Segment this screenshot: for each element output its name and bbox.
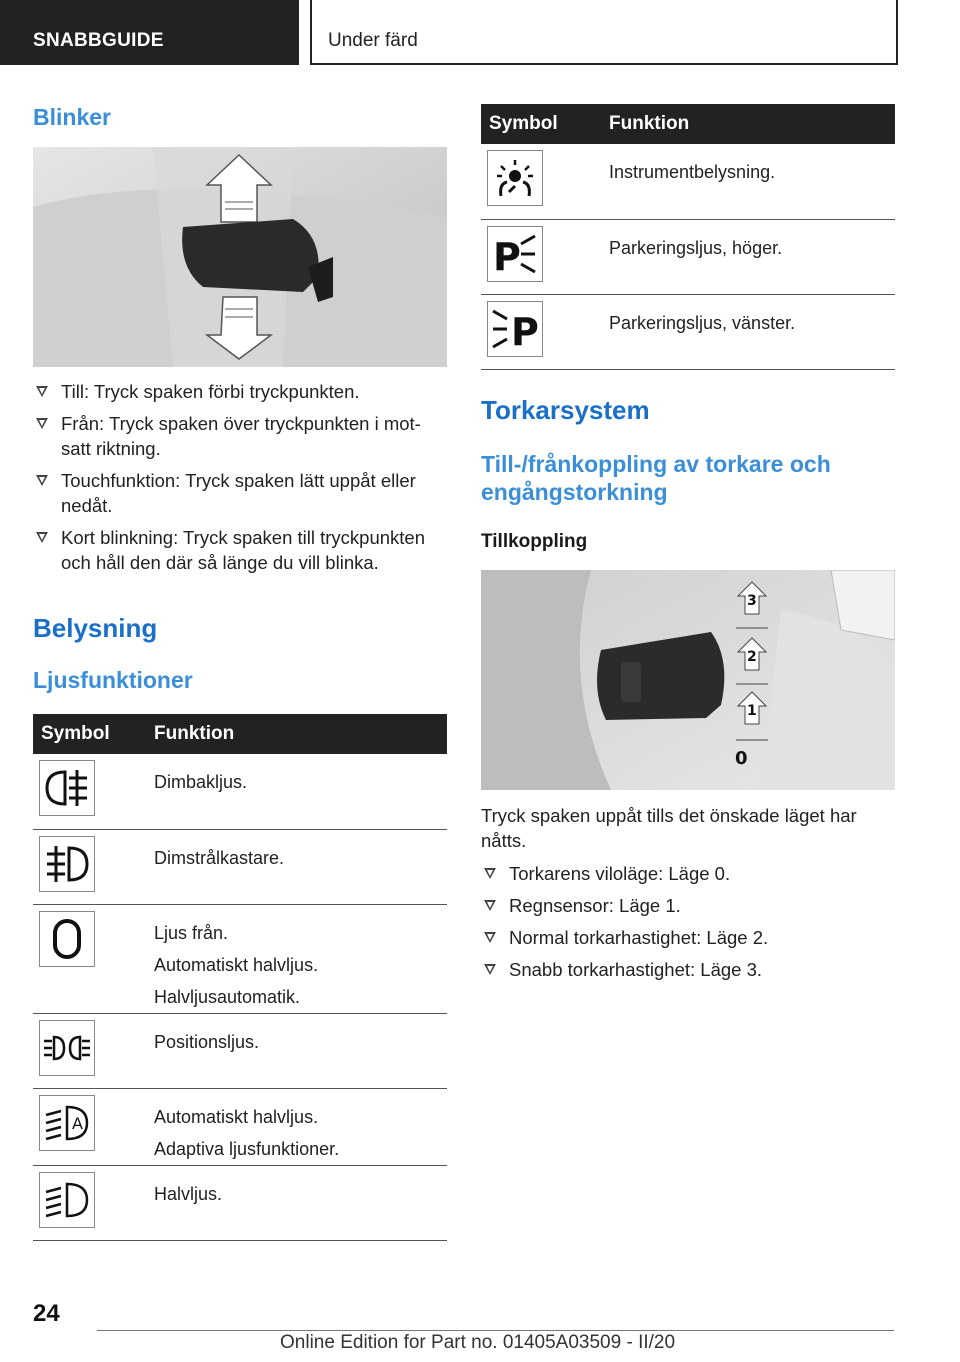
belysning-heading: Belysning (33, 613, 158, 643)
table-row: Ljus från. Automatiskt halvljus. Halvljusautomatik. (33, 904, 447, 1013)
torkarsystem-heading: Torkarsystem (481, 395, 650, 425)
stage-0-label: 0 (735, 748, 748, 769)
list-item: Regnsensor: Läge 1. (481, 893, 895, 918)
column-header-symbol: Symbol (33, 714, 154, 754)
blinker-bullet-list (33, 379, 447, 582)
triangle-bullet-icon (484, 964, 496, 975)
turn-signal-lever-image (33, 147, 447, 367)
triangle-bullet-icon (484, 868, 496, 879)
svg-text:P: P (511, 309, 539, 351)
header-section-tab (0, 0, 299, 65)
edition-footer: Online Edition for Part no. 01405A03509 - II/20 (280, 1332, 676, 1353)
blinker-heading: Blinker (33, 104, 111, 130)
header-chapter-label: Under färd (328, 30, 418, 51)
column-header-symbol: Symbol (481, 104, 609, 144)
position-light-icon (39, 1020, 95, 1076)
wiper-intro-text: Tryck spaken uppåt tills det önskade läget har nåtts. (481, 805, 857, 851)
list-item: Snabb torkarhastighet: Läge 3. (481, 957, 895, 982)
additional-light-functions-table (481, 104, 895, 370)
front-fog-light-icon (39, 836, 95, 892)
triangle-bullet-icon (36, 532, 48, 543)
svg-text:A: A (72, 1113, 83, 1133)
wiper-toggle-heading: Till-/frånkoppling av torkare och engångstorkning (481, 451, 831, 505)
stage-3-label: 3 (747, 593, 757, 609)
list-item: Kort blinkning: Tryck spaken till tryckpunkten och håll den där så länge du vill blinka. (33, 525, 447, 575)
low-beam-icon (39, 1172, 95, 1228)
table-row: Instrumentbelysning. (481, 144, 895, 219)
auto-low-beam-icon (39, 1095, 95, 1151)
table-row: P Parkeringsljus, vänster. (481, 294, 895, 369)
table-row: P Parkeringsljus, höger. (481, 219, 895, 294)
table-row: Halvljus. (33, 1165, 447, 1240)
list-item: Från: Tryck spaken över tryckpunkten i mot-satt riktning. (33, 411, 447, 461)
stage-2-label: 2 (747, 649, 757, 665)
triangle-bullet-icon (484, 900, 496, 911)
triangle-bullet-icon (36, 386, 48, 397)
table-row: A Automatiskt halvljus. Adaptiva ljusfunktioner. (33, 1088, 447, 1165)
triangle-bullet-icon (484, 932, 496, 943)
instrument-lighting-icon (487, 150, 543, 206)
header-section-label: SNABBGUIDE (33, 30, 164, 51)
wiper-bullet-list (481, 861, 895, 989)
lights-off-icon (39, 911, 95, 967)
parking-light-right-icon (487, 226, 543, 282)
ljusfunktioner-heading: Ljusfunktioner (33, 667, 193, 693)
light-functions-table (33, 714, 447, 1241)
table-row: Dimstrålkastare. (33, 829, 447, 904)
tillkoppling-heading: Tillkoppling (481, 531, 588, 552)
list-item: Touchfunktion: Tryck spaken lätt uppåt eller nedåt. (33, 468, 447, 518)
stage-1-label: 1 (747, 703, 757, 719)
wiper-lever-image (481, 570, 895, 790)
column-header-function: Funktion (154, 714, 447, 754)
fog-light-icon (39, 760, 95, 816)
column-header-function: Funktion (609, 104, 895, 144)
list-item: Normal torkarhastighet: Läge 2. (481, 925, 895, 950)
page-number: 24 (33, 1300, 60, 1327)
list-item: Torkarens viloläge: Läge 0. (481, 861, 895, 886)
parking-light-left-icon (487, 301, 543, 357)
header-chapter-tab (310, 0, 898, 65)
table-row: Dimbakljus. (33, 754, 447, 829)
svg-text:P: P (493, 234, 521, 276)
triangle-bullet-icon (36, 475, 48, 486)
list-item: Till: Tryck spaken förbi tryckpunkten. (33, 379, 447, 404)
footer-divider (97, 1330, 894, 1331)
table-row: Positionsljus. (33, 1013, 447, 1088)
triangle-bullet-icon (36, 418, 48, 429)
